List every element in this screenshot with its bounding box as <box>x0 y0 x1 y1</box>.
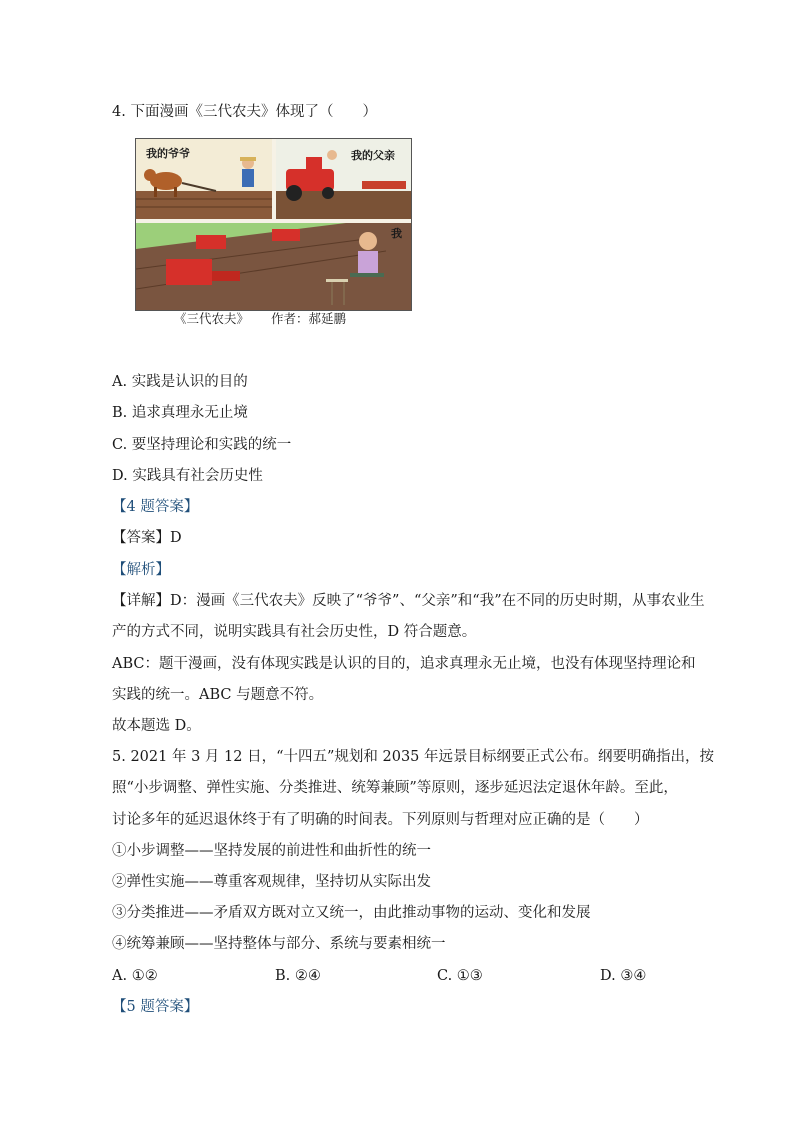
q5-option-a: A. ①② <box>112 968 158 984</box>
q5-statement-3: ③分类推进——矛盾双方既对立又统一，由此推动事物的运动、变化和发展 <box>112 905 591 921</box>
q4-option-a: A. 实践是认识的目的 <box>112 374 248 390</box>
q5-option-c: C. ①③ <box>437 968 483 984</box>
q5-option-b: B. ②④ <box>275 968 321 984</box>
q4-stem: 4. 下面漫画《三代农夫》体现了（ ） <box>112 104 377 120</box>
q5-statement-1: ①小步调整——坚持发展的前进性和曲折性的统一 <box>112 843 431 859</box>
q4-detail-line-5: 故本题选 D。 <box>112 718 201 734</box>
label-grandpa: 我的爷爷 <box>146 147 190 160</box>
comic-three-generations <box>135 138 412 311</box>
q5-option-d: D. ③④ <box>600 968 647 984</box>
label-me: 我 <box>391 227 402 240</box>
caption-title: 《三代农夫》 <box>174 311 250 326</box>
q5-statement-4: ④统筹兼顾——坚持整体与部分、系统与要素相统一 <box>112 936 446 952</box>
q4-option-d: D. 实践具有社会历史性 <box>112 468 263 484</box>
q4-option-b: B. 追求真理永无止境 <box>112 405 248 421</box>
q4-detail-line-1: 【详解】D：漫画《三代农夫》反映了“爷爷”、“父亲”和“我”在不同的历史时期，从事农业生 <box>112 593 705 609</box>
q4-answer: 【答案】D <box>112 530 182 546</box>
q4-analysis-header: 【解析】 <box>112 562 170 578</box>
q5-answer-header: 【5 题答案】 <box>112 999 199 1015</box>
q4-answer-header: 【4 题答案】 <box>112 499 199 515</box>
q4-detail-line-4: 实践的统一。ABC 与题意不符。 <box>112 687 324 703</box>
q5-stem-line-1: 5. 2021 年 3 月 12 日，“十四五”规划和 2035 年远景目标纲要正式公布。纲要明确指出，按 <box>112 749 715 765</box>
q4-detail-line-3: ABC：题干漫画，没有体现实践是认识的目的，追求真理永无止境，也没有体现坚持理论和 <box>112 656 696 672</box>
comic-caption <box>174 309 346 327</box>
caption-author: 作者：郝延鹏 <box>271 311 347 326</box>
comic-illustration <box>136 139 411 310</box>
q5-stem-line-2: 照“小步调整、弹性实施、分类推进、统筹兼顾”等原则，逐步延迟法定退休年龄。至此， <box>112 780 678 796</box>
q5-stem-line-3: 讨论多年的延迟退休终于有了明确的时间表。下列原则与哲理对应正确的是（ ） <box>112 812 649 828</box>
q4-detail-line-2: 产的方式不同，说明实践具有社会历史性，D 符合题意。 <box>112 624 477 640</box>
q4-option-c: C. 要坚持理论和实践的统一 <box>112 437 292 453</box>
q5-statement-2: ②弹性实施——尊重客观规律，坚持切从实际出发 <box>112 874 431 890</box>
label-father: 我的父亲 <box>351 149 395 162</box>
